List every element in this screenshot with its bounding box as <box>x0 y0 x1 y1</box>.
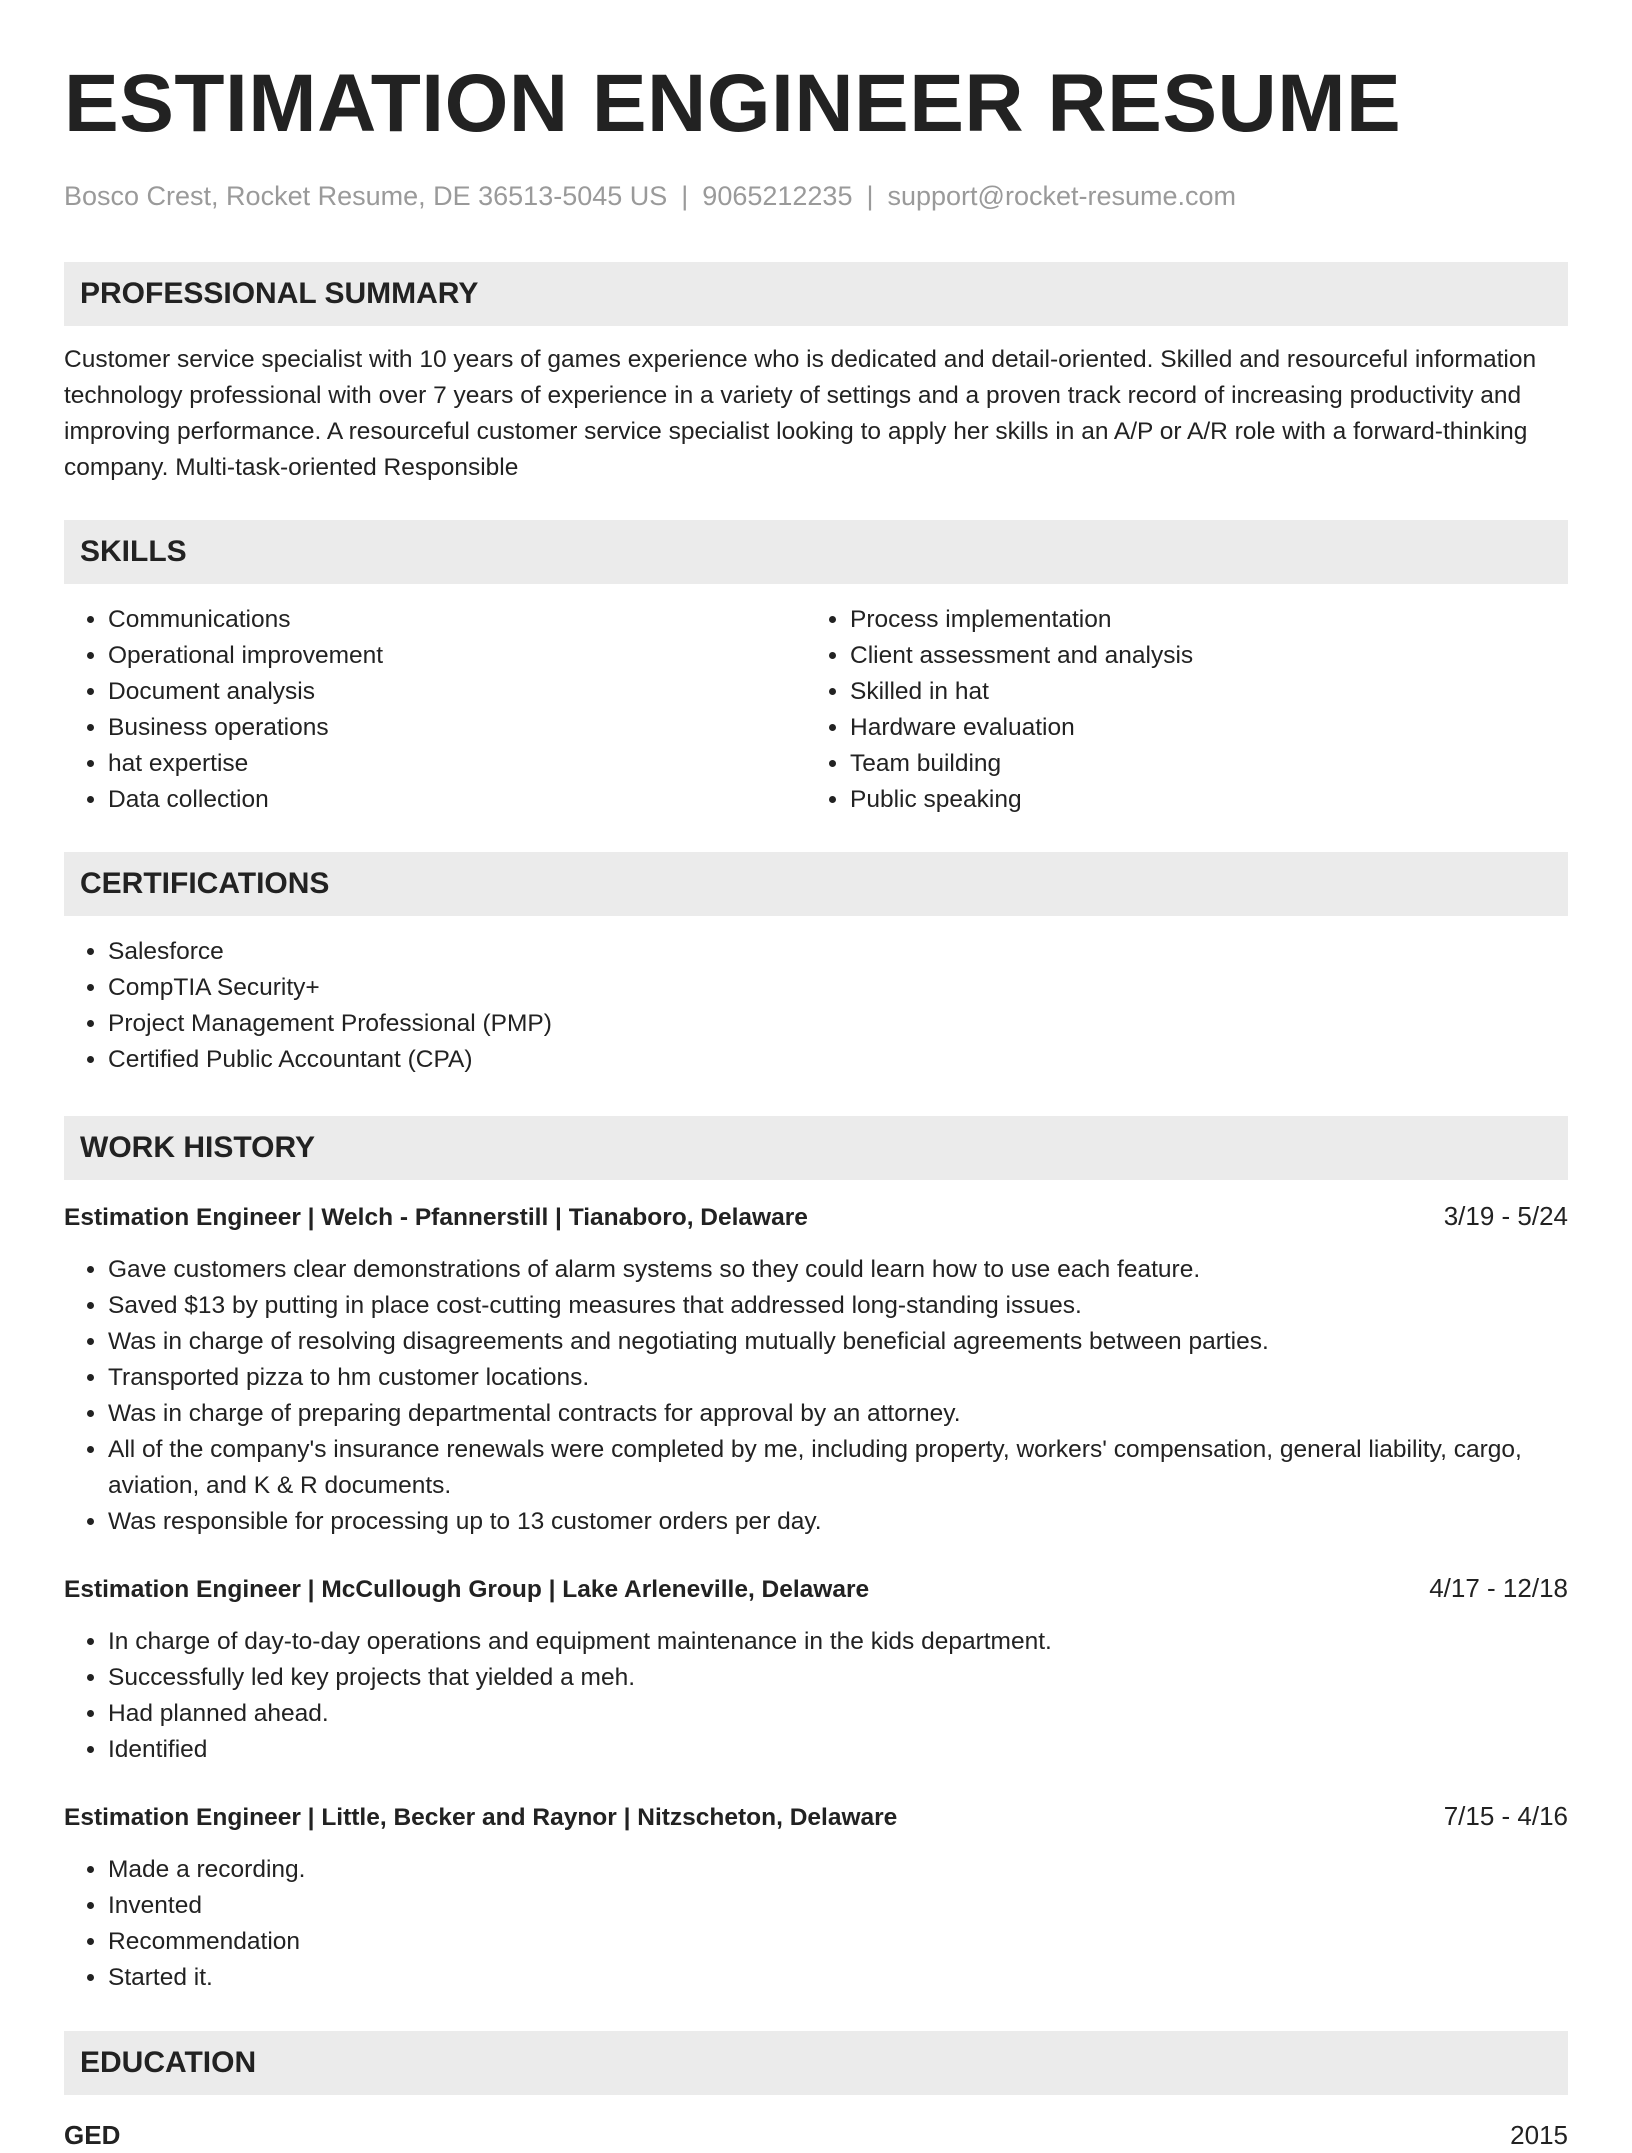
job-bullet: • In charge of day-to-day operations and equipment maintenance in the kids department. <box>108 1624 1568 1660</box>
skill-item: • Data collection <box>108 782 806 818</box>
contact-separator: | <box>681 181 689 211</box>
job-bullets <box>64 1852 1568 1996</box>
skill-item: • Document analysis <box>108 674 806 710</box>
resume-page <box>64 0 1568 2153</box>
job-bullet: • Had planned ahead. <box>108 1696 1568 1732</box>
contact-phone: 9065212235 <box>702 181 853 211</box>
job-bullet: • Was in charge of preparing departmental contracts for approval by an attorney. <box>108 1396 1568 1432</box>
skill-item: • Business operations <box>108 710 806 746</box>
job-dates: 4/17 - 12/18 <box>1429 1573 1568 1603</box>
job-title: Estimation Engineer | Little, Becker and Raynor | Nitzscheton, Delaware <box>64 1804 898 1831</box>
job-bullet: • Was in charge of resolving disagreements and negotiating mutually beneficial agreements between parties. <box>108 1324 1568 1360</box>
job-bullet: • Recommendation <box>108 1924 1568 1960</box>
skill-item: • Hardware evaluation <box>850 710 1548 746</box>
certification-item: • CompTIA Security+ <box>108 970 1568 1006</box>
skill-item: • Operational improvement <box>108 638 806 674</box>
job-bullets <box>64 1252 1568 1540</box>
section-heading-work-history: WORK HISTORY <box>64 1116 1568 1180</box>
skill-item: • hat expertise <box>108 746 806 782</box>
skill-item: • Client assessment and analysis <box>850 638 1548 674</box>
section-heading-education: EDUCATION <box>64 2031 1568 2095</box>
job-bullet: • Started it. <box>108 1960 1568 1996</box>
section-heading-skills: SKILLS <box>64 520 1568 584</box>
contact-address: Bosco Crest, Rocket Resume, DE 36513-5045 US <box>64 181 668 211</box>
contact-separator: | <box>866 181 874 211</box>
education-degree: GED <box>64 2120 121 2150</box>
contact-email: support@rocket-resume.com <box>887 181 1237 211</box>
skill-item: • Skilled in hat <box>850 674 1548 710</box>
skill-item: • Communications <box>108 602 806 638</box>
skills-grid <box>64 584 1568 818</box>
job-bullet: • Transported pizza to hm customer locations. <box>108 1360 1568 1396</box>
job-entry <box>64 1570 1568 1768</box>
certification-item: • Certified Public Accountant (CPA) <box>108 1042 1568 1078</box>
job-entry <box>64 1198 1568 1540</box>
job-bullets <box>64 1624 1568 1768</box>
certification-item: • Project Management Professional (PMP) <box>108 1006 1568 1042</box>
job-header <box>64 1570 1568 1608</box>
education-year: 2015 <box>1510 2120 1568 2150</box>
skills-list-left <box>64 602 806 818</box>
job-title: Estimation Engineer | McCullough Group | Lake Arleneville, Delaware <box>64 1576 870 1603</box>
resume-title: ESTIMATION ENGINEER RESUME <box>64 58 1402 149</box>
summary-text: Customer service specialist with 10 years of games experience who is dedicated and detail-oriented. Skilled and resourceful information technology professional with over 7 years of experience in a variety of settings and a proven track record of increasing productivity and improving performance. A resourceful customer service specialist looking to apply her skills in an A/P or A/R role with a forward-thinking company. Multi-task-oriented Responsible <box>64 346 1537 481</box>
skill-item: • Process implementation <box>850 602 1548 638</box>
job-bullet: • Successfully led key projects that yielded a meh. <box>108 1660 1568 1696</box>
job-bullet: • Saved $13 by putting in place cost-cutting measures that addressed long-standing issues. <box>108 1288 1568 1324</box>
certifications-list <box>64 934 1568 1078</box>
job-bullet: • Invented <box>108 1888 1568 1924</box>
certification-item: • Salesforce <box>108 934 1568 970</box>
job-bullet: • Was responsible for processing up to 13 customer orders per day. <box>108 1504 1568 1540</box>
section-heading-summary: PROFESSIONAL SUMMARY <box>64 262 1568 326</box>
job-bullet: • Identified <box>108 1732 1568 1768</box>
job-dates: 3/19 - 5/24 <box>1443 1201 1568 1231</box>
job-header <box>64 1798 1568 1836</box>
job-bullet: • All of the company's insurance renewals were completed by me, including property, workers' compensation, general liability, cargo, aviation, and K & R documents. <box>108 1432 1568 1504</box>
skills-list-right <box>806 602 1548 818</box>
job-dates: 7/15 - 4/16 <box>1443 1801 1568 1831</box>
section-heading-certifications: CERTIFICATIONS <box>64 852 1568 916</box>
contact-line <box>64 180 1568 212</box>
job-bullet: • Gave customers clear demonstrations of alarm systems so they could learn how to use each feature. <box>108 1252 1568 1288</box>
education-entry <box>64 2117 1568 2153</box>
job-header <box>64 1198 1568 1236</box>
skill-item: • Public speaking <box>850 782 1548 818</box>
skill-item: • Team building <box>850 746 1548 782</box>
job-title: Estimation Engineer | Welch - Pfannerstill | Tianaboro, Delaware <box>64 1204 808 1231</box>
job-bullet: • Made a recording. <box>108 1852 1568 1888</box>
job-entry <box>64 1798 1568 1996</box>
